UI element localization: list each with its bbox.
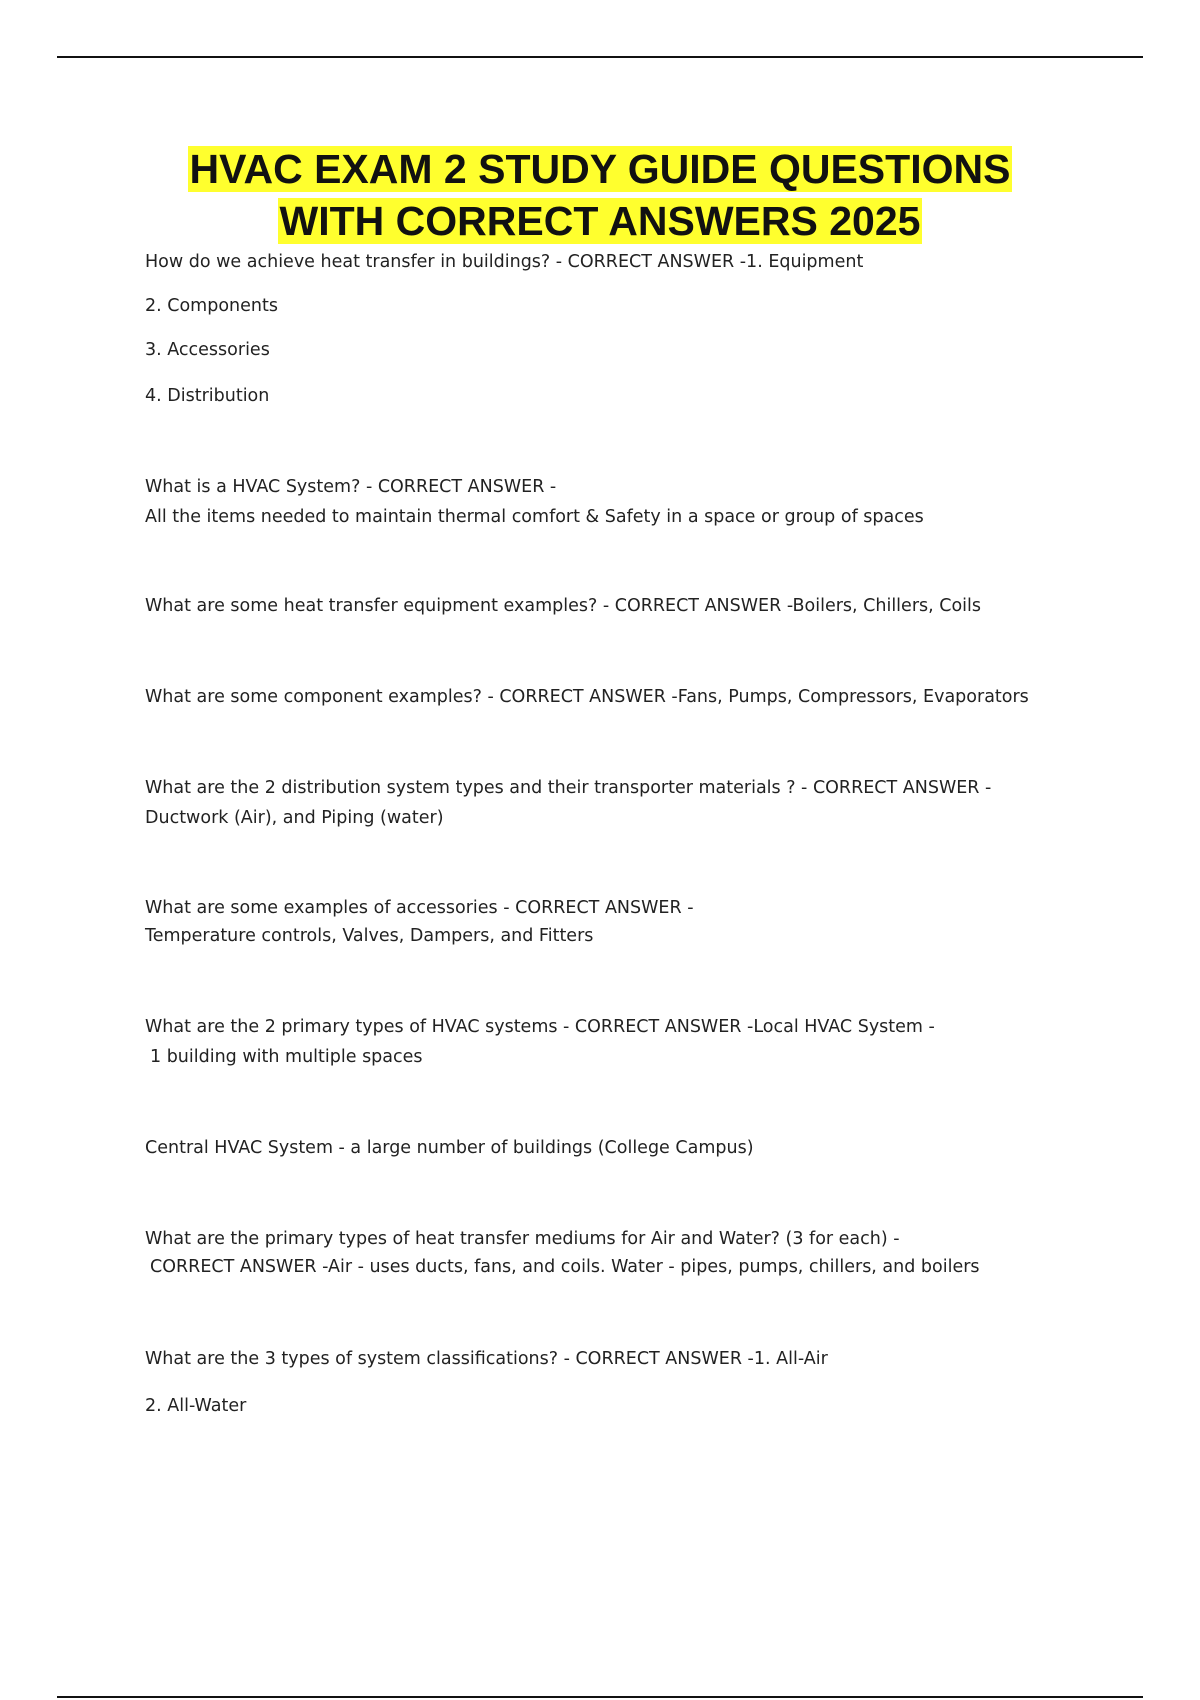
answer-distribution: 4. Distribution [145,386,270,406]
question-component-examples: What are some component examples? - CORRECT ANSWER -Fans, Pumps, Compressors, Evaporators [145,687,1029,707]
answer-accessories-examples: Temperature controls, Valves, Dampers, and Fitters [145,926,594,946]
answer-central-hvac: Central HVAC System - a large number of buildings (College Campus) [145,1138,754,1158]
answer-distribution-types: Ductwork (Air), and Piping (water) [145,808,444,828]
question-system-classifications: What are the 3 types of system classifications? - CORRECT ANSWER -1. All-Air [145,1349,828,1369]
answer-accessories: 3. Accessories [145,340,270,360]
answer-hvac-system: All the items needed to maintain thermal comfort & Safety in a space or group of spaces [145,507,924,527]
title-line-2: WITH CORRECT ANSWERS 2025 [279,198,921,244]
question-primary-hvac-types: What are the 2 primary types of HVAC systems - CORRECT ANSWER -Local HVAC System - [145,1017,935,1037]
question-accessories-examples: What are some examples of accessories - CORRECT ANSWER - [145,898,694,918]
answer-heat-transfer-mediums: CORRECT ANSWER -Air - uses ducts, fans, and coils. Water - pipes, pumps, chillers, and boilers [150,1257,980,1277]
top-rule [57,56,1143,58]
answer-components: 2. Components [145,296,278,316]
question-hvac-system: What is a HVAC System? - CORRECT ANSWER - [145,477,557,497]
question-heat-transfer-mediums: What are the primary types of heat transfer mediums for Air and Water? (3 for each) - [145,1229,900,1249]
title-line-1: HVAC EXAM 2 STUDY GUIDE QUESTIONS [189,146,1011,192]
question-equipment-examples: What are some heat transfer equipment examples? - CORRECT ANSWER -Boilers, Chillers, Coils [145,596,982,616]
bottom-rule [57,1696,1143,1698]
question-heat-transfer: How do we achieve heat transfer in buildings? - CORRECT ANSWER -1. Equipment [145,252,864,272]
answer-all-water: 2. All-Water [145,1396,247,1416]
question-distribution-types: What are the 2 distribution system types and their transporter materials ? - CORRECT ANSWER - [145,778,992,798]
answer-local-hvac: 1 building with multiple spaces [150,1047,423,1067]
page-title [0,143,1200,247]
